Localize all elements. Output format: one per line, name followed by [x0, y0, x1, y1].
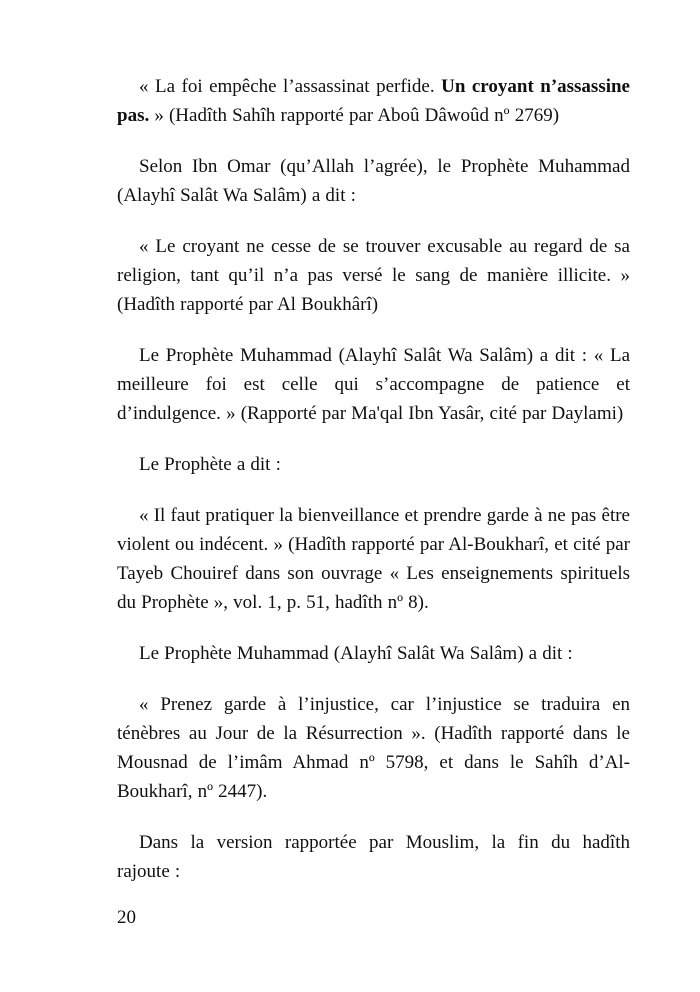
paragraph-hadith-bienveillance	[117, 501, 630, 617]
text-segment: Le Prophète Muhammad (Alayhî Salât Wa Salâm) a dit : « La meilleure foi est celle qui s’accompagne de patience et d’indulgence. » (Rapporté par Ma'qal Ibn Yasâr, cité par Daylami)	[117, 345, 630, 424]
text-segment: Le Prophète a dit :	[139, 454, 281, 475]
text-segment: « Prenez garde à l’injustice, car l’injustice se traduira en ténèbres au Jour de la Résurrection ». (Hadîth rapporté dans le Mousnad de l’imâm Ahmad nº 5798, et dans le Sahîh d’Al-Boukharî, nº 2447).	[117, 694, 630, 802]
paragraph-hadith-injustice	[117, 690, 630, 806]
page-text-block	[117, 72, 630, 908]
page-number: 20	[117, 907, 136, 928]
paragraph-hadith-meilleure-foi	[117, 341, 630, 428]
text-segment: Selon Ibn Omar (qu’Allah l’agrée), le Prophète Muhammad (Alayhî Salât Wa Salâm) a dit :	[117, 156, 630, 206]
paragraph-intro-muhammad	[117, 639, 630, 668]
paragraph-hadith-croyant-excusable	[117, 232, 630, 319]
text-segment: » (Hadîth Sahîh rapporté par Aboû Dâwoûd nº 2769)	[149, 105, 560, 126]
paragraph-version-mouslim	[117, 828, 630, 886]
text-segment: Le Prophète Muhammad (Alayhî Salât Wa Salâm) a dit :	[139, 643, 573, 664]
text-segment: « La foi empêche l’assassinat perfide.	[139, 76, 442, 97]
text-segment: « Le croyant ne cesse de se trouver excusable au regard de sa religion, tant qu’il n’a pas versé le sang de manière illicite. » (Hadîth rapporté par Al Boukhârî)	[117, 236, 630, 315]
paragraph-hadith-assassinat	[117, 72, 630, 130]
paragraph-intro-ibn-omar	[117, 152, 630, 210]
bold-text-segment: Un croyant n’assassine pas.	[117, 76, 630, 126]
text-segment: « Il faut pratiquer la bienveillance et prendre garde à ne pas être violent ou indécent. » (Hadîth rapporté par Al-Boukharî, et cité par Tayeb Chouiref dans son ouvrage « Les enseignements spirituels du Prophète », vol. 1, p. 51, hadîth nº 8).	[117, 505, 630, 613]
text-segment: Dans la version rapportée par Mouslim, la fin du hadîth rajoute :	[117, 832, 630, 882]
paragraph-intro-prophete	[117, 450, 630, 479]
